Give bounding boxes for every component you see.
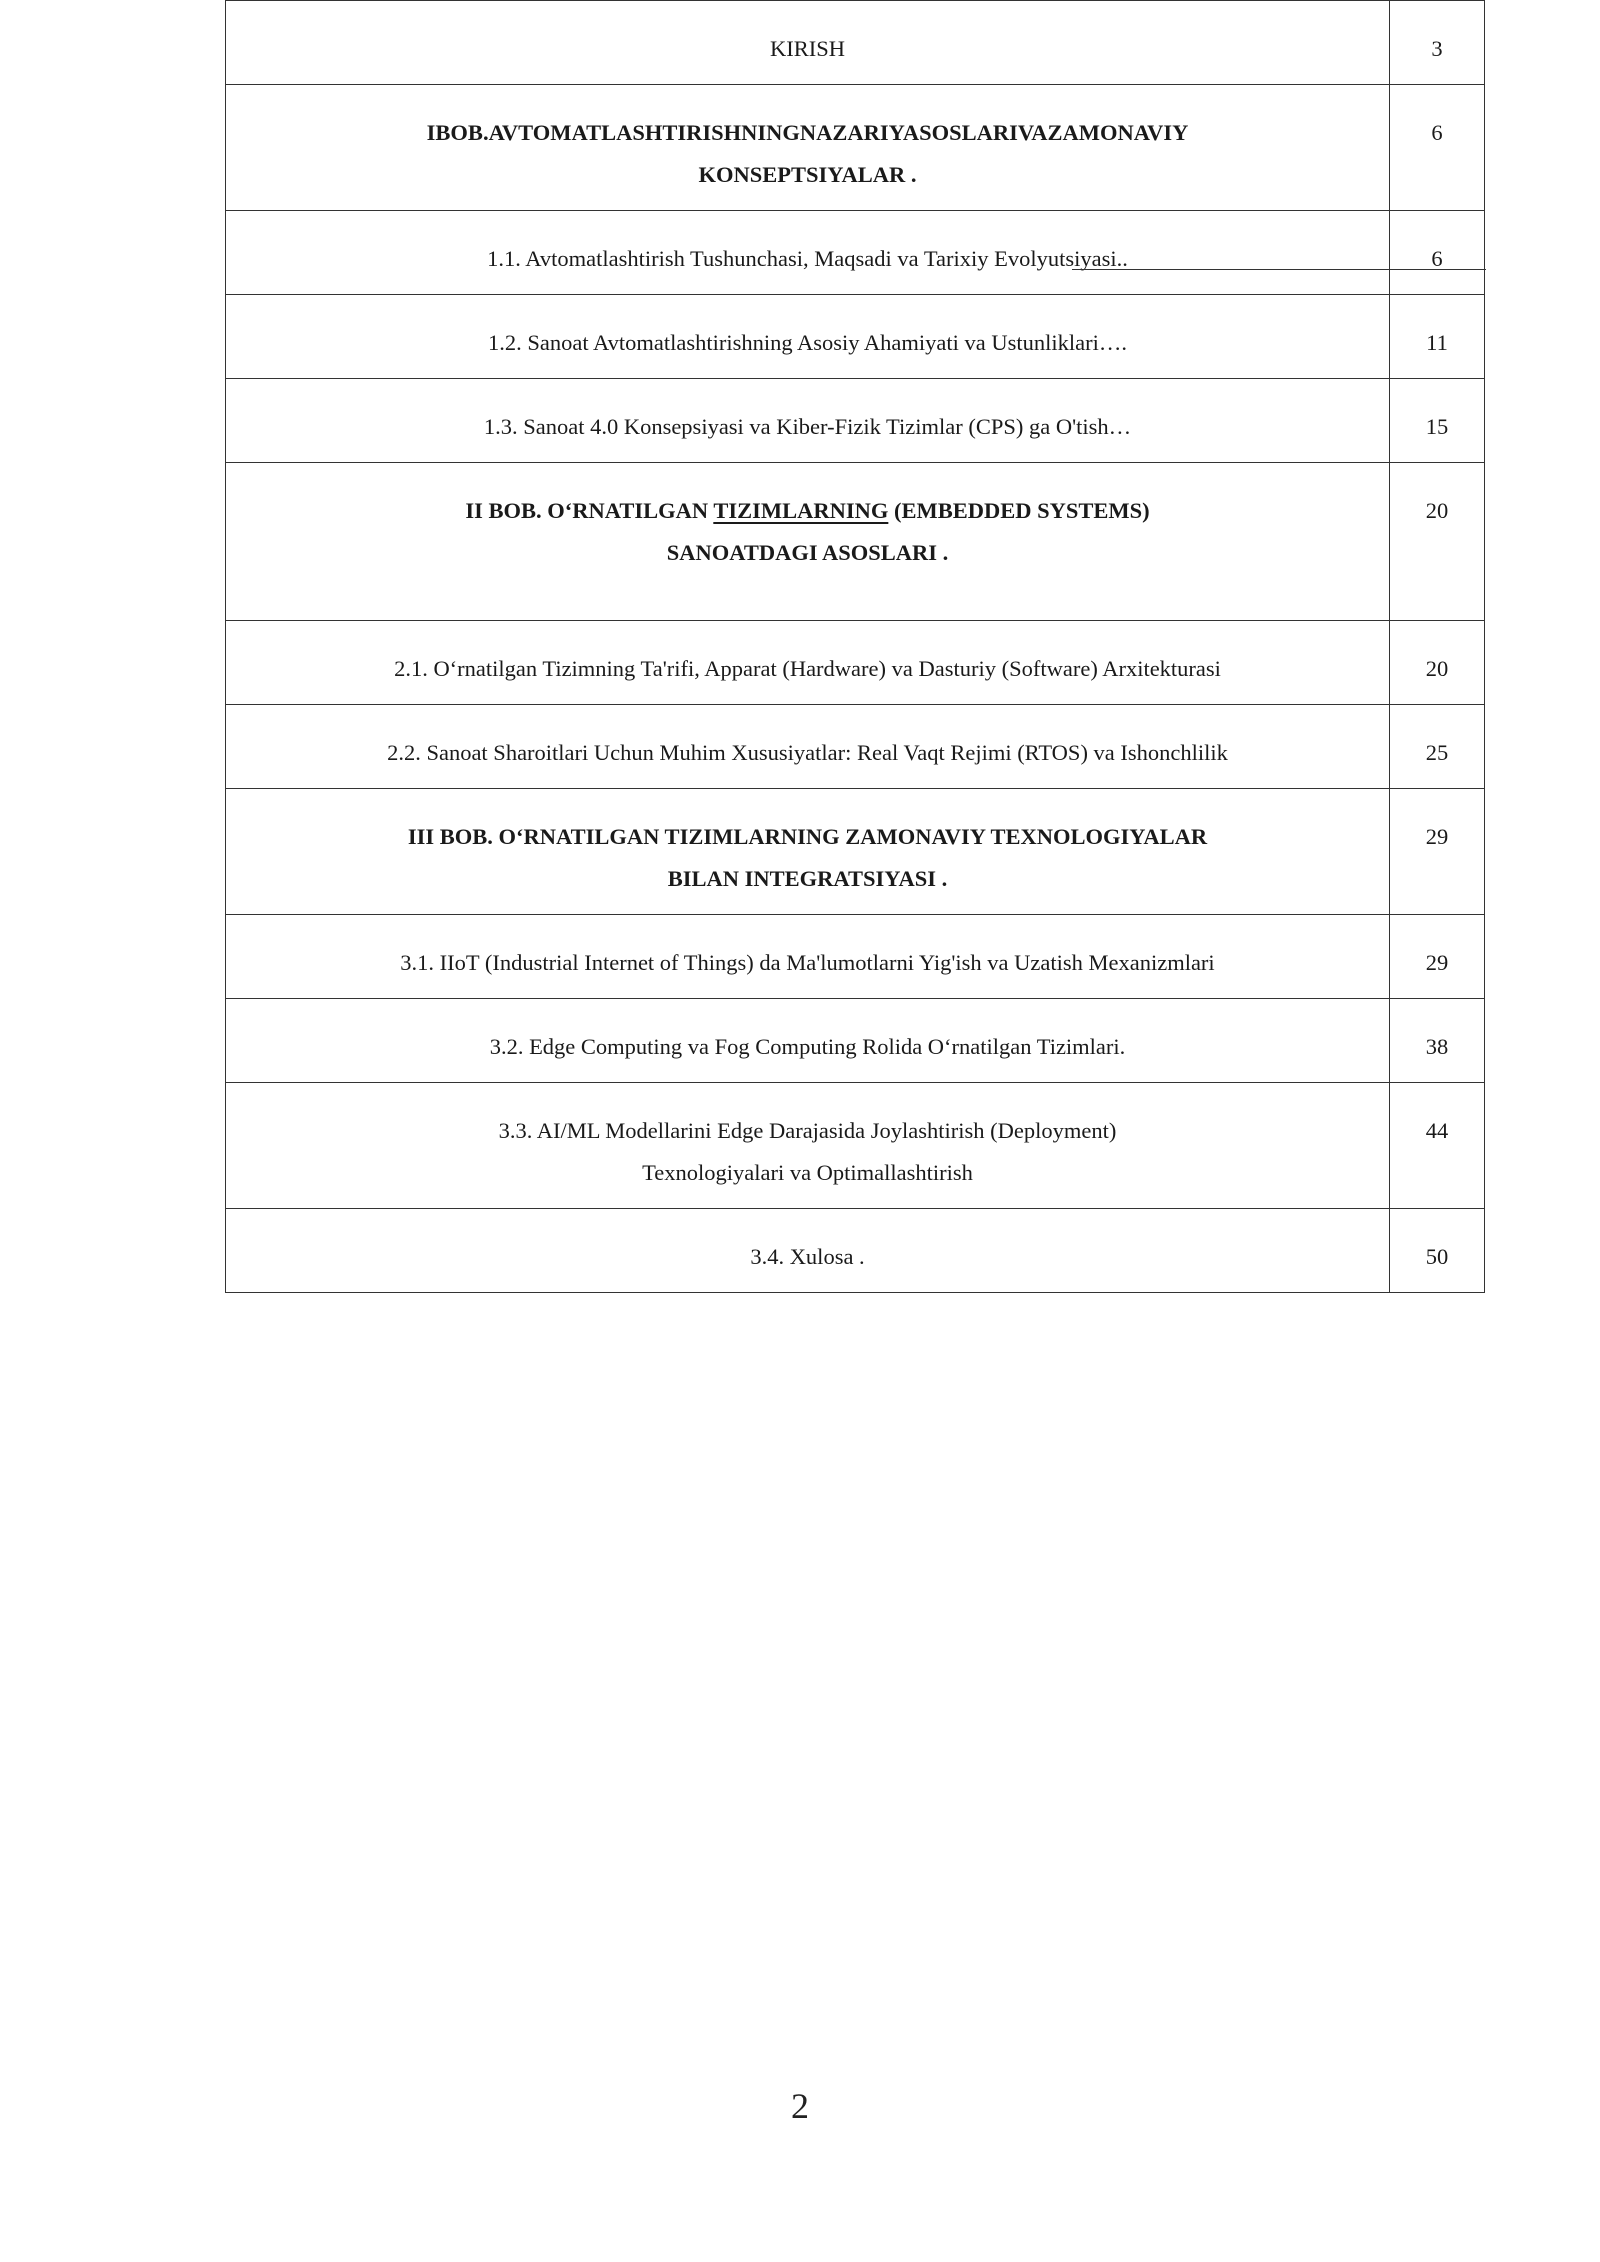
toc-entry-title [226, 1209, 1390, 1293]
toc-entry-line [226, 490, 1389, 532]
toc-entry-line: KIRISH [769, 36, 845, 61]
toc-entry-line: 3.3. AI/ML Modellarini Edge Darajasida Joylashtirish (Deployment) [498, 1118, 1117, 1143]
toc-entry-line: 2.1. O‘rnatilgan Tizimning Ta'rifi, Apparat (Hardware) va Dasturiy (Software) Arxitekturasi [394, 656, 1221, 681]
toc-row-1-1 [226, 211, 1485, 295]
toc-entry-title [226, 379, 1390, 463]
toc-chapter-title [226, 789, 1390, 915]
page-number: 2 [791, 2086, 809, 2126]
toc-entry-line-part: II BOB. O‘RNATILGAN [465, 498, 714, 523]
toc-row-3-4 [226, 1209, 1485, 1293]
toc-row-2-1 [226, 621, 1485, 705]
toc-chapter-title [226, 85, 1390, 211]
toc-entry-line: 3.4. Xulosa . [750, 1244, 865, 1269]
toc-entry-line: 1.3. Sanoat 4.0 Konsepsiyasi va Kiber-Fizik Tizimlar (CPS) ga O'tish… [483, 414, 1132, 439]
toc-row-3-3 [226, 1083, 1485, 1209]
toc-entry-page: 44 [1390, 1083, 1485, 1209]
toc-entry-line: 3.2. Edge Computing va Fog Computing Rolida O‘rnatilgan Tizimlari. [489, 1034, 1126, 1059]
toc-entry-line: BILAN INTEGRATSIYASI . [667, 866, 948, 891]
toc-entry-title [226, 1, 1390, 85]
toc-row-chapter-2 [226, 463, 1485, 621]
toc-entry-line: 1.2. Sanoat Avtomatlashtirishning Asosiy Ahamiyati va Ustunliklari…. [488, 330, 1127, 355]
toc-entry-title [226, 211, 1390, 295]
toc-entry-page: 6 [1390, 85, 1485, 211]
toc-entry-page: 38 [1390, 999, 1485, 1083]
toc-row-1-2 [226, 295, 1485, 379]
toc-entry-page: 25 [1390, 705, 1485, 789]
toc-row-kirish [226, 1, 1485, 85]
toc-entry-title [226, 621, 1390, 705]
stray-rule-line [1072, 269, 1486, 270]
toc-entry-line: 1.1. Avtomatlashtirish Tushunchasi, Maqsadi va Tarixiy Evolyutsiyasi.. [487, 246, 1128, 271]
toc-entry-line: Texnologiyalari va Optimallashtirish [642, 1160, 973, 1185]
toc-entry-line-part: (EMBEDDED SYSTEMS) [888, 498, 1150, 523]
table-of-contents [225, 0, 1485, 1293]
toc-entry-title [226, 915, 1390, 999]
toc-entry-line: III BOB. O‘RNATILGAN TIZIMLARNING ZAMONAVIY TEXNOLOGIYALAR [407, 824, 1208, 849]
toc-entry-title [226, 1083, 1390, 1209]
toc-row-chapter-3 [226, 789, 1485, 915]
toc-entry-page: 29 [1390, 789, 1485, 915]
toc-entry-line: IBOB.AVTOMATLASHTIRISHNINGNAZARIYASOSLARIVAZAMONAVIY [426, 120, 1189, 145]
toc-entry-line: KONSEPTSIYALAR . [698, 162, 917, 187]
toc-entry-underlined-word: TIZIMLARNING [713, 498, 889, 523]
toc-entry-page: 6 [1390, 211, 1485, 295]
toc-entry-line: 2.2. Sanoat Sharoitlari Uchun Muhim Xususiyatlar: Real Vaqt Rejimi (RTOS) va Ishonchlilik [387, 740, 1228, 765]
toc-row-chapter-1 [226, 85, 1485, 211]
toc-entry-page: 20 [1390, 463, 1485, 621]
toc-row-3-2 [226, 999, 1485, 1083]
toc-entry-page: 29 [1390, 915, 1485, 999]
toc-chapter-title [226, 463, 1390, 621]
toc-entry-page: 15 [1390, 379, 1485, 463]
toc-row-2-2 [226, 705, 1485, 789]
toc-entry-page: 3 [1390, 1, 1485, 85]
toc-entry-page: 20 [1390, 621, 1485, 705]
toc-row-1-3 [226, 379, 1485, 463]
toc-entry-title [226, 295, 1390, 379]
toc-entry-line: SANOATDAGI ASOSLARI . [666, 540, 949, 565]
toc-entry-title [226, 705, 1390, 789]
toc-entry-page: 50 [1390, 1209, 1485, 1293]
toc-entry-page: 11 [1390, 295, 1485, 379]
toc-row-3-1 [226, 915, 1485, 999]
toc-entry-title [226, 999, 1390, 1083]
toc-entry-line: 3.1. IIoT (Industrial Internet of Things) da Ma'lumotlarni Yig'ish va Uzatish Mexanizmlari [400, 950, 1215, 975]
